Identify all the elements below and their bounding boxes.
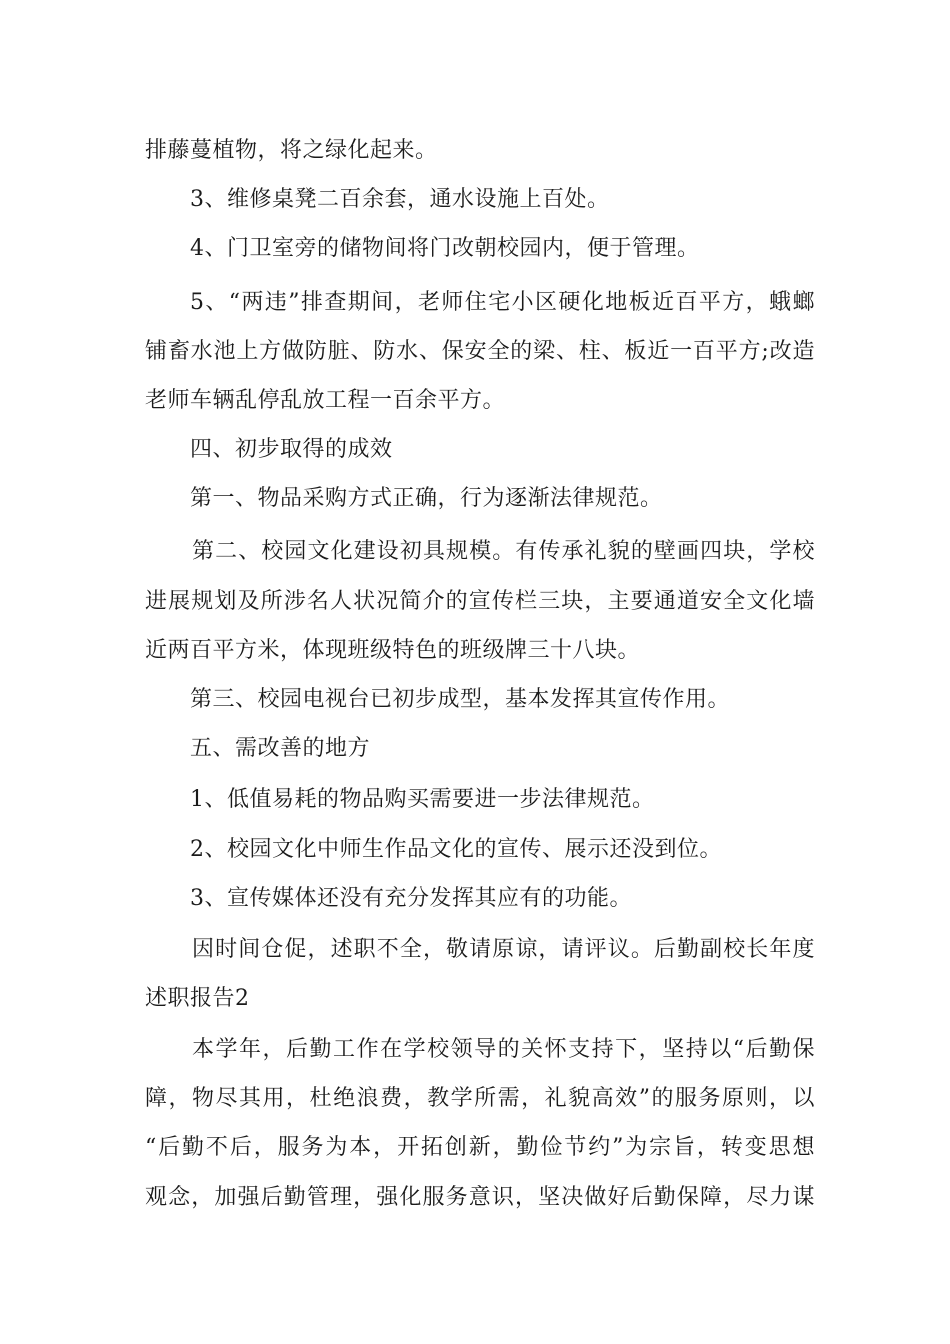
text-line: 第三、校园电视台已初步成型，基本发挥其宣传作用。 <box>190 687 731 712</box>
text-line: 5、“两违”排查期间，老师住宅小区硬化地板近百平方，蛾螂 <box>190 290 815 315</box>
text-line: 因时间仓促，述职不全，敬请原谅，请评议。后勤副校长年度 <box>192 937 815 962</box>
text-line: 进展规划及所涉名人状况简介的宣传栏三块，主要通道安全文化墙 <box>145 589 815 614</box>
text-line: “后勤不后，服务为本，开拓创新，勤俭节约”为宗旨，转变思想 <box>145 1135 815 1160</box>
text-line: 第一、物品采购方式正确，行为逐渐法律规范。 <box>190 486 663 511</box>
text-line: 观念，加强后勤管理，强化服务意识，坚决做好后勤保障，尽力谋 <box>145 1185 815 1210</box>
section-heading: 五、需改善的地方 <box>190 736 371 761</box>
text-line: 障，物尽其用，杜绝浪费，教学所需，礼貌高效”的服务原则，以 <box>145 1086 815 1111</box>
text-line: 1、低值易耗的物品购买需要进一步法律规范。 <box>190 787 655 812</box>
text-line: 老师车辆乱停乱放工程一百余平方。 <box>145 388 506 413</box>
text-line: 第二、校园文化建设初具规模。有传承礼貌的壁画四块，学校 <box>192 539 815 564</box>
report-title-line: 述职报告2 <box>145 986 250 1011</box>
text-line: 3、宣传媒体还没有充分发挥其应有的功能。 <box>190 886 632 911</box>
text-line: 近两百平方米，体现班级特色的班级牌三十八块。 <box>145 638 641 663</box>
section-heading: 四、初步取得的成效 <box>190 437 393 462</box>
text-line: 排藤蔓植物，将之绿化起来。 <box>145 138 438 163</box>
text-line: 3、维修桌凳二百余套，通水设施上百处。 <box>190 187 610 212</box>
text-line: 2、校园文化中师生作品文化的宣传、展示还没到位。 <box>190 837 722 862</box>
text-line: 本学年，后勤工作在学校领导的关怀支持下，坚持以“后勤保 <box>192 1037 815 1062</box>
text-line: 4、门卫室旁的储物间将门改朝校园内，便于管理。 <box>190 236 700 261</box>
text-line: 铺畜水池上方做防脏、防水、保安全的梁、柱、板近一百平方;改造 <box>145 339 815 364</box>
